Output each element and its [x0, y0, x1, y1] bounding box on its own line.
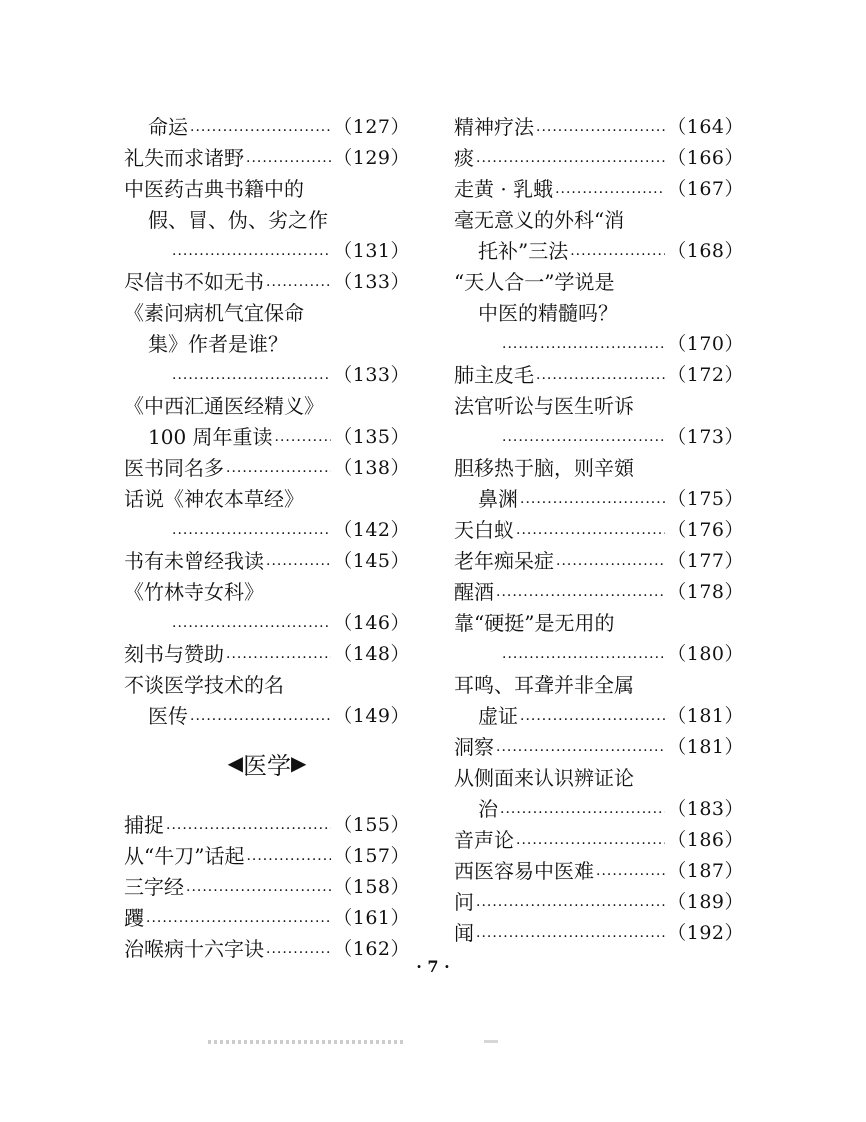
toc-entry-title: 三字经	[124, 875, 184, 899]
dot-leader	[556, 553, 665, 577]
toc-entry-title: 闻	[454, 921, 474, 945]
dot-leader	[172, 522, 331, 546]
toc-entry	[124, 298, 410, 329]
dot-leader	[502, 429, 665, 453]
toc-entry-page: （170）	[667, 333, 744, 355]
dot-leader	[502, 646, 665, 670]
toc-entry	[454, 577, 744, 608]
toc-entry-title: 从侧面来认识辨证论	[454, 766, 634, 790]
toc-entry-title: 礼失而求诸野	[124, 146, 244, 170]
dot-leader	[596, 863, 665, 887]
toc-entry-title: 治	[478, 797, 498, 821]
toc-entry	[124, 670, 410, 701]
toc-entry-title: 醒酒	[454, 580, 494, 604]
toc-entry	[454, 298, 744, 329]
toc-entry-title: 音声论	[454, 828, 514, 852]
toc-entry	[454, 143, 744, 174]
toc-entry-title: 100 周年重读	[148, 425, 273, 449]
toc-entry-title: 尽信书不如无书	[124, 270, 264, 294]
toc-entry-title: 不谈医学技术的名	[124, 673, 284, 697]
toc-entry-page: （127）	[333, 116, 410, 138]
toc-entry-page: （142）	[333, 519, 410, 541]
toc-entry-title: 书有未曾经我读	[124, 549, 264, 573]
toc-entry	[124, 608, 410, 639]
toc-entry-page: （135）	[333, 426, 410, 448]
toc-entry-title: 问	[454, 890, 474, 914]
toc-entry-page: （138）	[333, 457, 410, 479]
toc-entry-page: （161）	[333, 907, 410, 929]
toc-entry	[124, 391, 410, 422]
toc-entry	[454, 732, 744, 763]
toc-entry-page: （168）	[667, 240, 744, 262]
right-triangle-icon: ▶	[291, 751, 307, 775]
toc-entry-title: 肺主皮毛	[454, 363, 534, 387]
toc-entry-page: （176）	[667, 519, 744, 541]
dot-leader	[275, 429, 332, 453]
toc-entry-title: 靠“硬挺”是无用的	[454, 611, 615, 635]
toc-entry-title: 假、冒、伪、劣之作	[148, 208, 328, 232]
toc-entry	[454, 856, 744, 887]
toc-entry	[124, 453, 410, 484]
toc-entry-title: 胆移热于脑，则辛頞	[454, 456, 634, 480]
toc-entry	[124, 422, 410, 453]
toc-entry-title: 托补”三法	[478, 239, 569, 263]
toc-entry	[454, 236, 744, 267]
toc-entry-title: 痰	[454, 146, 474, 170]
toc-left-column	[124, 112, 410, 965]
dot-leader	[476, 894, 665, 918]
toc-entry-title: “天人合一”学说是	[454, 270, 615, 294]
toc-entry	[454, 205, 744, 236]
toc-entry	[454, 670, 744, 701]
toc-entry-page: （157）	[333, 845, 410, 867]
toc-entry-page: （131）	[333, 240, 410, 262]
toc-entry	[124, 903, 410, 934]
toc-entry	[124, 577, 410, 608]
toc-entry-title: 治喉病十六字诀	[124, 937, 264, 961]
dot-leader	[246, 150, 331, 174]
scan-artifact-small	[484, 1040, 498, 1043]
toc-entry	[124, 329, 410, 360]
toc-entry-page: （146）	[333, 612, 410, 634]
toc-entry	[124, 810, 410, 841]
dot-leader	[500, 801, 665, 825]
toc-entry	[454, 701, 744, 732]
dot-leader	[536, 119, 665, 143]
toc-entry-page: （180）	[667, 643, 744, 665]
toc-entry-page: （178）	[667, 581, 744, 603]
toc-entry-page: （155）	[333, 814, 410, 836]
toc-entry-page: （177）	[667, 550, 744, 572]
dot-leader	[570, 243, 665, 267]
toc-entry-title: 捕捉	[124, 813, 164, 837]
toc-entry-page: （183）	[667, 798, 744, 820]
dot-leader	[172, 615, 331, 639]
dot-leader	[266, 274, 331, 298]
toc-entry	[454, 887, 744, 918]
dot-leader	[190, 119, 331, 143]
toc-entry-title: 《中西汇通医经精义》	[124, 394, 324, 418]
toc-entry	[454, 546, 744, 577]
toc-entry-page: （149）	[333, 705, 410, 727]
toc-entry-title: 耳鸣、耳聋并非全属	[454, 673, 634, 697]
toc-entry	[454, 112, 744, 143]
toc-entry-title: 《素问病机气宜保命	[124, 301, 304, 325]
toc-entry-page: （167）	[667, 178, 744, 200]
toc-entry-title: 精神疗法	[454, 115, 534, 139]
dot-leader	[502, 336, 665, 360]
toc-entry	[124, 639, 410, 670]
toc-entry-title: 集》作者是谁？	[148, 332, 288, 356]
toc-right-column	[454, 112, 744, 949]
toc-entry	[454, 360, 744, 391]
toc-entry-page: （145）	[333, 550, 410, 572]
toc-entry	[454, 608, 744, 639]
toc-entry-page: （172）	[667, 364, 744, 386]
toc-entry	[124, 174, 410, 205]
toc-entry-title: 毫无意义的外科“消	[454, 208, 625, 232]
section-heading-label: 医学	[243, 751, 291, 780]
toc-entry	[124, 546, 410, 577]
toc-entry-title: 鼻渊	[478, 487, 518, 511]
toc-entry	[124, 267, 410, 298]
toc-entry	[124, 112, 410, 143]
toc-entry	[454, 825, 744, 856]
toc-entry-page: （187）	[667, 860, 744, 882]
toc-entry-title: 虚证	[478, 704, 518, 728]
left-triangle-icon: ◀	[227, 751, 243, 775]
toc-entry	[124, 143, 410, 174]
toc-entry	[454, 639, 744, 670]
toc-entry	[124, 515, 410, 546]
dot-leader	[146, 910, 331, 934]
toc-entry-page: （148）	[333, 643, 410, 665]
dot-leader	[496, 584, 665, 608]
toc-entry-title: 中医药古典书籍中的	[124, 177, 304, 201]
toc-entry	[454, 329, 744, 360]
toc-entry-title: 话说《神农本草经》	[124, 487, 304, 511]
toc-entry-title: 命运	[148, 115, 188, 139]
toc-entry-page: （192）	[667, 922, 744, 944]
toc-entry-page: （133）	[333, 364, 410, 386]
toc-entry	[454, 174, 744, 205]
dot-leader	[190, 708, 331, 732]
toc-entry-page: （158）	[333, 876, 410, 898]
page-number: · 7 ·	[416, 957, 450, 976]
toc-entry-page: （181）	[667, 736, 744, 758]
toc-entry-title: 老年痴呆症	[454, 549, 554, 573]
toc-entry	[124, 236, 410, 267]
toc-entry-title: 走黄 · 乳蛾	[454, 177, 554, 201]
toc-entry-page: （166）	[667, 147, 744, 169]
toc-entry-page: （189）	[667, 891, 744, 913]
toc-entry-page: （133）	[333, 271, 410, 293]
toc-entry-title: 天白蚁	[454, 518, 514, 542]
dot-leader	[555, 181, 665, 205]
dot-leader	[186, 879, 331, 903]
toc-entry	[124, 841, 410, 872]
toc-entry-title: 中医的精髓吗？	[478, 301, 618, 325]
toc-entry	[454, 515, 744, 546]
toc-entry	[124, 701, 410, 732]
toc-entry-page: （162）	[333, 938, 410, 960]
dot-leader	[246, 848, 331, 872]
toc-entry-page: （181）	[667, 705, 744, 727]
toc-entry	[124, 484, 410, 515]
toc-entry	[124, 872, 410, 903]
toc-entry-title: 西医容易中医难	[454, 859, 594, 883]
toc-entry-title: 刻书与赞助	[124, 642, 224, 666]
dot-leader	[226, 646, 331, 670]
toc-entry-page: （164）	[667, 116, 744, 138]
toc-left-bottom-entries	[124, 810, 410, 965]
toc-entry-title: 医传	[148, 704, 188, 728]
scan-artifact	[208, 1040, 404, 1044]
toc-entry-page: （129）	[333, 147, 410, 169]
section-heading	[124, 732, 410, 794]
dot-leader	[516, 832, 665, 856]
dot-leader	[266, 553, 331, 577]
toc-entry-title: 医书同名多	[124, 456, 224, 480]
toc-entry-page: （173）	[667, 426, 744, 448]
toc-entry-title: 洞察	[454, 735, 494, 759]
dot-leader	[516, 522, 665, 546]
toc-right-entries	[454, 112, 744, 949]
toc-entry-title: 法官听讼与医生听诉	[454, 394, 634, 418]
toc-left-top-entries	[124, 112, 410, 732]
dot-leader	[226, 460, 331, 484]
toc-entry	[124, 205, 410, 236]
toc-entry-title: 《竹林寺女科》	[124, 580, 264, 604]
dot-leader	[166, 817, 331, 841]
toc-entry-page: （186）	[667, 829, 744, 851]
toc-entry	[124, 360, 410, 391]
toc-entry	[454, 267, 744, 298]
dot-leader	[520, 491, 665, 515]
toc-entry	[454, 763, 744, 794]
dot-leader	[496, 739, 665, 763]
dot-leader	[536, 367, 665, 391]
toc-entry	[454, 794, 744, 825]
dot-leader	[520, 708, 665, 732]
dot-leader	[476, 925, 665, 949]
toc-entry	[454, 391, 744, 422]
section-spacer	[124, 794, 410, 810]
toc-entry	[454, 484, 744, 515]
toc-entry	[454, 918, 744, 949]
toc-entry-page: （175）	[667, 488, 744, 510]
toc-entry-title: 躩	[124, 906, 144, 930]
toc-entry	[454, 453, 744, 484]
toc-entry-title: 从“牛刀”话起	[124, 844, 245, 868]
dot-leader	[172, 367, 331, 391]
dot-leader	[476, 150, 665, 174]
dot-leader	[172, 243, 331, 267]
toc-entry	[454, 422, 744, 453]
